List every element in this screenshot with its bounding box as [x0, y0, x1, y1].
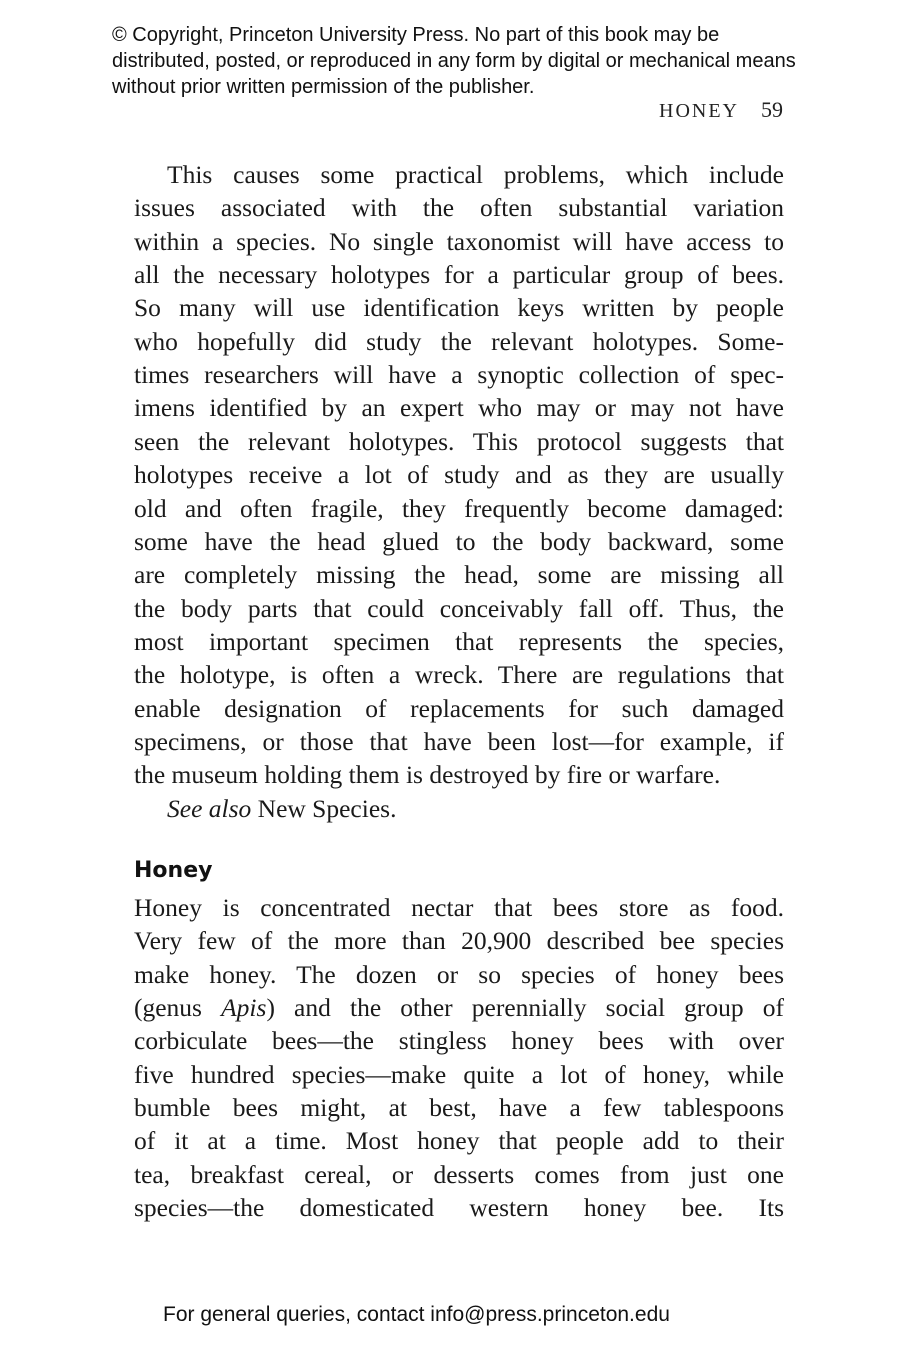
paragraph-line: who hopefully did study the relevant holotypes. Some- [134, 326, 784, 356]
text-span: ) and the other perennially social group of [266, 993, 785, 1023]
paragraph-line: most important specimen that represents the species, [134, 626, 784, 656]
paragraph-line: enable designation of replacements for such damaged [134, 693, 784, 723]
paragraph-line: species—the domesticated western honey bee. Its [134, 1193, 784, 1223]
paragraph-line: holotypes receive a lot of study and as they are usually [134, 460, 784, 490]
paragraph-line: five hundred species—make quite a lot of honey, while [134, 1059, 784, 1089]
section-heading: Honey [134, 858, 213, 883]
paragraph-line: specimens, or those that have been lost—for example, if [134, 726, 784, 756]
text-span: (genus [134, 993, 222, 1023]
paragraph-line: tea, breakfast cereal, or desserts comes from just one [134, 1159, 784, 1189]
italic-text: Apis [221, 993, 267, 1023]
page-number: 59 [761, 97, 783, 122]
paragraph-line: Very few of the more than 20,900 described bee species [134, 926, 784, 956]
paragraph-line: some have the head glued to the body backward, some [134, 526, 784, 556]
paragraph-line: This causes some practical problems, which include [167, 160, 784, 189]
text-span: New Species. [251, 793, 397, 823]
running-head [659, 97, 783, 123]
paragraph-line: the museum holding them is destroyed by fire or warfare. [134, 760, 721, 790]
paragraph-line: the holotype, is often a wreck. There are regulations that [134, 660, 784, 690]
paragraph-line: issues associated with the often substantial variation [134, 193, 784, 223]
paragraph-line: within a species. No single taxonomist will have access to [134, 226, 784, 256]
paragraph-line [134, 991, 784, 1024]
paragraph-line: the body parts that could conceivably fall off. Thus, the [134, 593, 784, 623]
running-head-title: HONEY [659, 100, 739, 122]
footer-contact: For general queries, contact info@press.princeton.edu [163, 1303, 670, 1326]
italic-text: See also [167, 793, 252, 823]
paragraph-line: make honey. The dozen or so species of honey bees [134, 959, 784, 989]
paragraph-line: times researchers will have a synoptic collection of spec- [134, 360, 784, 390]
paragraph-line: Honey is concentrated nectar that bees store as food. [134, 893, 784, 922]
copyright-notice: © Copyright, Princeton University Press. No part of this book may be distributed, posted, or reproduced in any form by digital or mechanical means without prior written permission of the publisher. [112, 24, 796, 98]
paragraph-line: all the necessary holotypes for a particular group of bees. [134, 260, 784, 290]
paragraph-line: corbiculate bees—the stingless honey bees with over [134, 1026, 784, 1056]
see-also-line [167, 792, 784, 825]
paragraph-line: imens identified by an expert who may or may not have [134, 393, 784, 423]
paragraph-line: of it at a time. Most honey that people add to their [134, 1126, 784, 1156]
paragraph-line: bumble bees might, at best, have a few tablespoons [134, 1093, 784, 1123]
paragraph-line: seen the relevant holotypes. This protocol suggests that [134, 426, 784, 456]
paragraph-line: old and often fragile, they frequently become damaged: [134, 493, 784, 523]
paragraph-line: are completely missing the head, some are missing all [134, 560, 784, 590]
paragraph-line: So many will use identification keys written by people [134, 293, 784, 323]
